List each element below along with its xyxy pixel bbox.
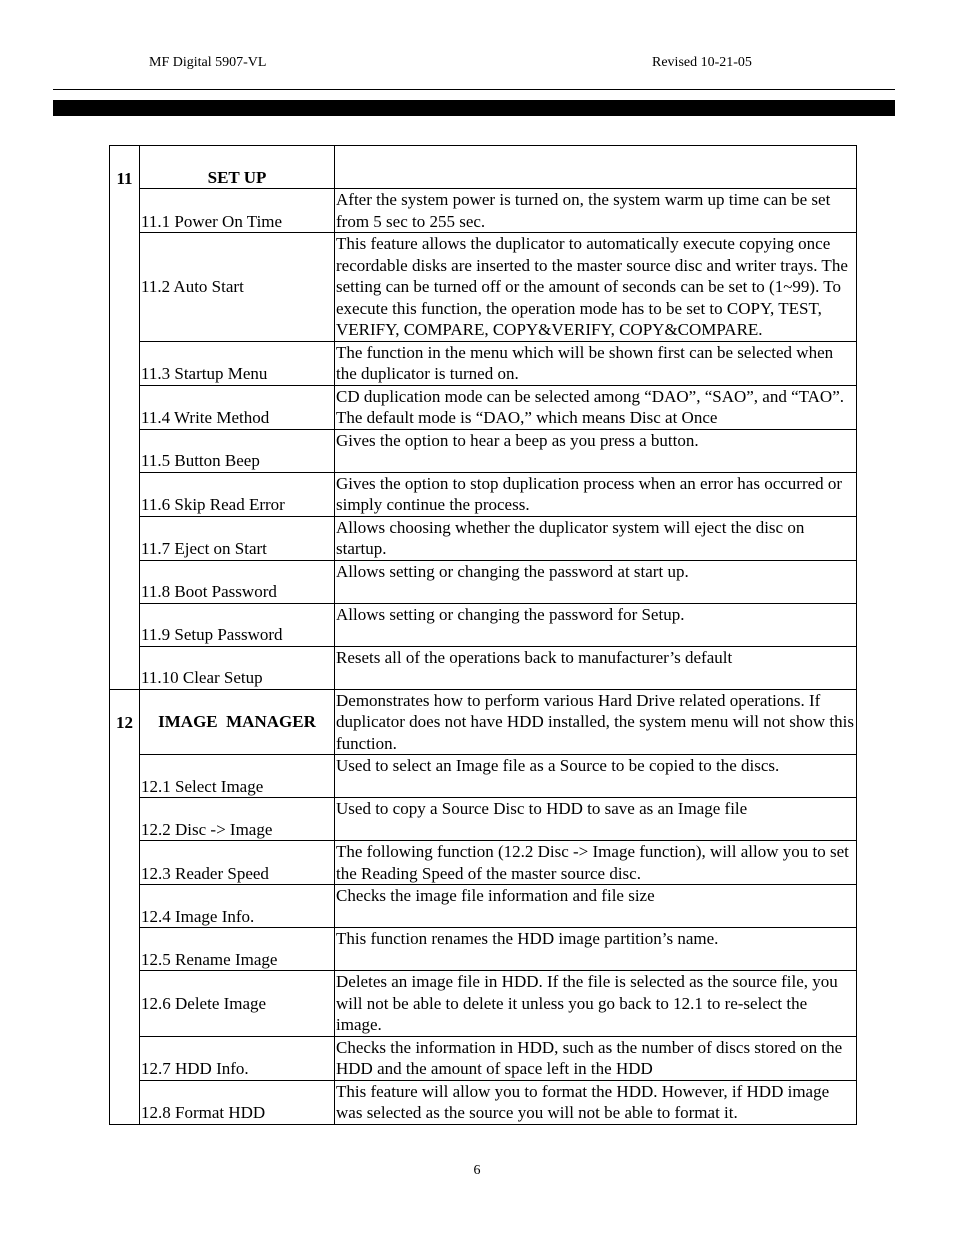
section-title: SET UP — [140, 146, 335, 189]
item-label: 12.3 Reader Speed — [140, 841, 335, 885]
item-label: 12.6 Delete Image — [140, 971, 335, 1037]
table-row — [110, 798, 857, 841]
section-number: 11 — [110, 146, 140, 690]
item-description: Checks the image file information and file size — [335, 885, 857, 928]
section-number: 12 — [110, 689, 140, 1124]
table-row — [110, 755, 857, 798]
item-description: Allows setting or changing the password for Setup. — [335, 603, 857, 646]
item-description: CD duplication mode can be selected among “DAO”, “SAO”, and “TAO”. The default mode is “DAO,” which means Disc at Once — [335, 385, 857, 429]
table-row — [110, 560, 857, 603]
table-row — [110, 928, 857, 971]
table-row — [110, 189, 857, 233]
item-label: 11.2 Auto Start — [140, 233, 335, 342]
section-description — [335, 146, 857, 189]
item-label: 11.9 Setup Password — [140, 603, 335, 646]
item-label: 11.3 Startup Menu — [140, 341, 335, 385]
item-description: Used to copy a Source Disc to HDD to save as an Image file — [335, 798, 857, 841]
table-row — [110, 646, 857, 689]
item-label: 12.7 HDD Info. — [140, 1036, 335, 1080]
item-label: 11.10 Clear Setup — [140, 646, 335, 689]
item-label: 12.5 Rename Image — [140, 928, 335, 971]
table-row — [110, 1036, 857, 1080]
item-description: This function renames the HDD image partition’s name. — [335, 928, 857, 971]
item-description: This feature will allow you to format the HDD. However, if HDD image was selected as the source you will not be able to format it. — [335, 1080, 857, 1124]
item-description: The following function (12.2 Disc -> Image function), will allow you to set the Reading Speed of the master source disc. — [335, 841, 857, 885]
item-description: After the system power is turned on, the system warm up time can be set from 5 sec to 255 sec. — [335, 189, 857, 233]
item-description: Deletes an image file in HDD. If the file is selected as the source file, you will not be able to delete it unless you go back to 12.1 to re-select the image. — [335, 971, 857, 1037]
table-row — [110, 885, 857, 928]
table-row — [110, 603, 857, 646]
section-description: Demonstrates how to perform various Hard Drive related operations. If duplicator does not have HDD installed, the system menu will not show this function. — [335, 689, 857, 755]
table-row — [110, 429, 857, 472]
item-label: 11.5 Button Beep — [140, 429, 335, 472]
header-thick-rule — [53, 100, 895, 116]
header-doc-title: MF Digital 5907-VL — [149, 55, 267, 70]
settings-table — [109, 145, 857, 1125]
table-row — [110, 385, 857, 429]
table-row — [110, 341, 857, 385]
item-label: 12.1 Select Image — [140, 755, 335, 798]
item-label: 11.6 Skip Read Error — [140, 472, 335, 516]
section-title: IMAGE MANAGER — [140, 689, 335, 755]
item-description: Allows setting or changing the password at start up. — [335, 560, 857, 603]
item-label: 12.2 Disc -> Image — [140, 798, 335, 841]
table-row — [110, 841, 857, 885]
item-label: 11.7 Eject on Start — [140, 516, 335, 560]
table-row — [110, 1080, 857, 1124]
item-label: 11.1 Power On Time — [140, 189, 335, 233]
item-description: Used to select an Image file as a Source to be copied to the discs. — [335, 755, 857, 798]
header-revision: Revised 10-21-05 — [652, 55, 752, 70]
item-description: This feature allows the duplicator to automatically execute copying once recordable disks are inserted to the master source disc and writer trays. The setting can be turned off or the amount of seconds can be set to (1~99). To execute this function, the operation mode has to be set to COPY, TEST, VERIFY, COMPARE, COPY&VERIFY, COPY&COMPARE. — [335, 233, 857, 342]
section-row-image-manager — [110, 689, 857, 755]
table-row — [110, 233, 857, 342]
item-label: 12.4 Image Info. — [140, 885, 335, 928]
item-label: 11.8 Boot Password — [140, 560, 335, 603]
table-row — [110, 971, 857, 1037]
item-label: 12.8 Format HDD — [140, 1080, 335, 1124]
item-label: 11.4 Write Method — [140, 385, 335, 429]
item-description: Checks the information in HDD, such as the number of discs stored on the HDD and the amount of space left in the HDD — [335, 1036, 857, 1080]
table-row — [110, 516, 857, 560]
item-description: Gives the option to hear a beep as you press a button. — [335, 429, 857, 472]
item-description: Gives the option to stop duplication process when an error has occurred or simply continue the process. — [335, 472, 857, 516]
table-row — [110, 472, 857, 516]
item-description: The function in the menu which will be shown first can be selected when the duplicator is turned on. — [335, 341, 857, 385]
section-row-setup — [110, 146, 857, 189]
header-thin-rule — [53, 89, 895, 90]
item-description: Allows choosing whether the duplicator system will eject the disc on startup. — [335, 516, 857, 560]
item-description: Resets all of the operations back to manufacturer’s default — [335, 646, 857, 689]
page-number: 6 — [473, 1163, 481, 1178]
